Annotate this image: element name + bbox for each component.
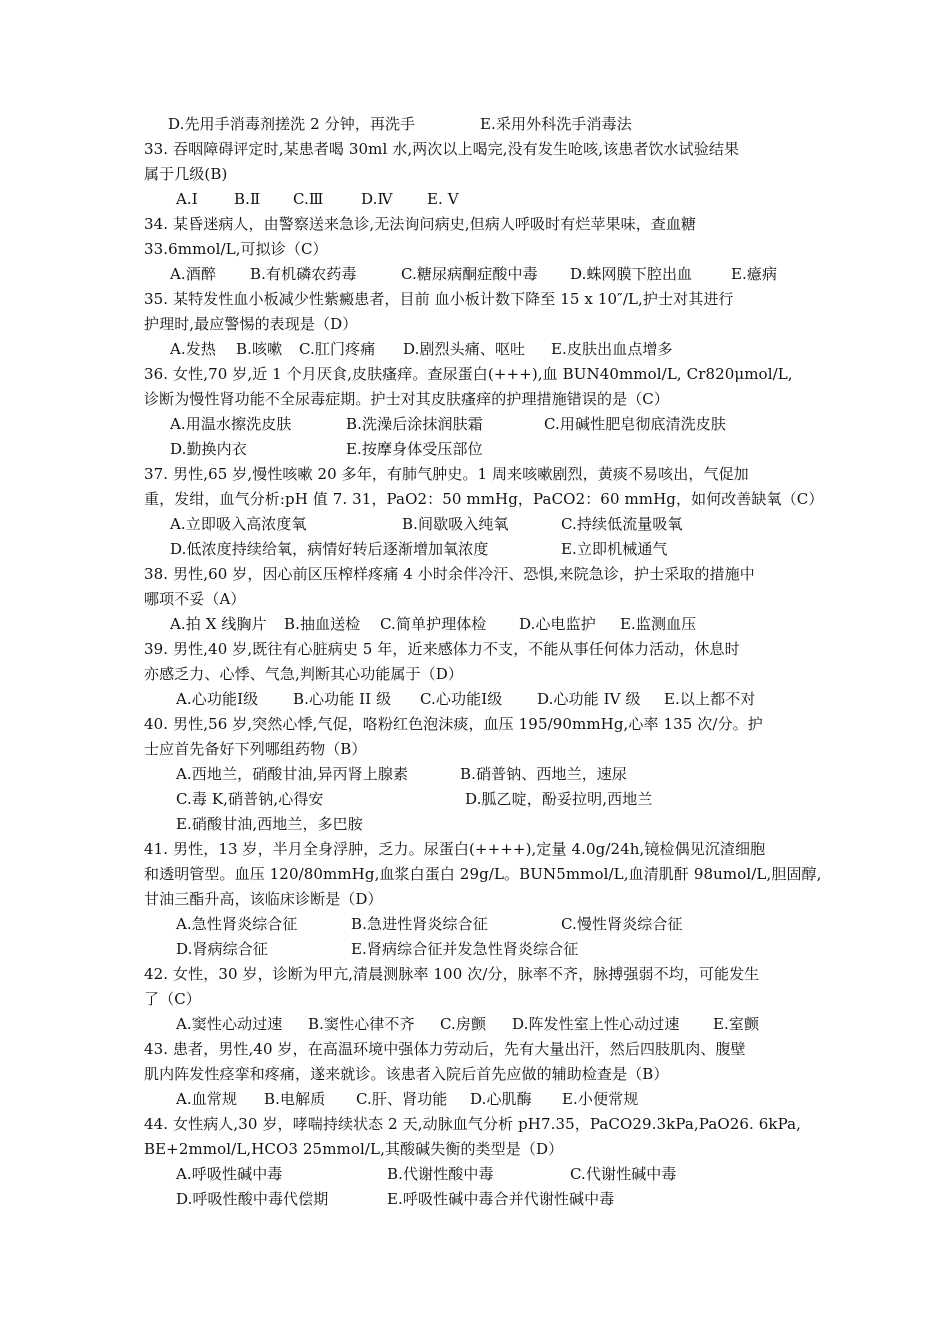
q35-option-d: D.剧烈头痛、呕吐 — [403, 340, 526, 358]
q44-option-a: A.呼吸性碱中毒 — [176, 1165, 283, 1183]
q40-options-line3 — [0, 812, 950, 837]
q34-option-c: C.糖尿病酮症酸中毒 — [401, 265, 538, 283]
q33-option-b: B.Ⅱ — [234, 190, 261, 208]
q37-option-c: C.持续低流量吸氧 — [561, 515, 683, 533]
q36-options-line2 — [0, 437, 950, 462]
q36-options-line1 — [0, 412, 950, 437]
q35-stem-line1: 35. 某特发性血小板减少性紫癜患者，目前 血小板计数下降至 15 x 10″/L,护士对其进行 — [144, 290, 734, 308]
document-page — [0, 112, 950, 1212]
q41-option-e: E.肾病综合征并发急性肾炎综合征 — [351, 940, 579, 958]
q43-option-c: C.肝、肾功能 — [356, 1090, 448, 1108]
q41-stem-line3: 甘油三酯升高，该临床诊断是（D） — [144, 890, 383, 908]
q40-stem-line2: 士应首先备好下列哪组药物（B） — [144, 740, 367, 758]
q39-stem-line1: 39. 男性,40 岁,既往有心脏病史 5 年，近来感体力不支，不能从事任何体力活动，休息时 — [144, 640, 740, 658]
q38-options-line — [0, 612, 950, 637]
q41-stem-line2: 和透明管型。血压 120/80mmHg,血浆白蛋白 29g/L。BUN5mmol/L,血清肌酐 98umol/L,胆固醇, — [144, 865, 822, 883]
q40-option-d: D.胍乙啶，酚妥拉明,西地兰 — [465, 790, 653, 808]
q44-options-line1 — [0, 1162, 950, 1187]
q36-option-b: B.洗澡后涂抹润肤霜 — [346, 415, 483, 433]
q33-stem-line1: 33. 吞咽障碍评定时,某患者喝 30ml 水,两次以上喝完,没有发生呛咳,该患者饮水试验结果 — [144, 140, 740, 158]
q42-option-c: C.房颤 — [440, 1015, 487, 1033]
q39-option-d: D.心功能 IV 级 — [537, 690, 641, 708]
q35-options-line — [0, 337, 950, 362]
q44-stem-line2: BE+2mmol/L,HCO3 25mmol/L,其酸碱失衡的类型是（D） — [144, 1140, 564, 1158]
q43-option-a: A.血常规 — [176, 1090, 238, 1108]
q37-options-line2 — [0, 537, 950, 562]
q40-stem-line1: 40. 男性,56 岁,突然心悸,气促，咯粉红色泡沫痰，血压 195/90mmHg,心率 135 次/分。护 — [144, 715, 763, 733]
q42-stem-line2: 了（C） — [144, 990, 201, 1008]
q39-options-line — [0, 687, 950, 712]
q39-option-e: E.以上都不对 — [664, 690, 756, 708]
q34-option-d: D.蛛网膜下腔出血 — [570, 265, 693, 283]
q43-stem-line1: 43. 患者，男性,40 岁，在高温环境中强体力劳动后，先有大量出汗，然后四肢肌肉、腹壁 — [144, 1040, 746, 1058]
q42-option-a: A.窦性心动过速 — [176, 1015, 283, 1033]
q36-option-a: A.用温水擦洗皮肤 — [170, 415, 292, 433]
q35-option-e: E.皮肤出血点增多 — [551, 340, 673, 358]
q34-options-line — [0, 262, 950, 287]
q40-option-a: A.西地兰，硝酸甘油,异丙肾上腺素 — [176, 765, 409, 783]
q33-option-d: D.Ⅳ — [361, 190, 393, 208]
q34-stem-line1: 34. 某昏迷病人，由警察送来急诊,无法询问病史,但病人呼吸时有烂苹果味，查血糖 — [144, 215, 697, 233]
q36-stem-line1: 36. 女性,70 岁,近 1 个月厌食,皮肤瘙痒。查尿蛋白(+++),血 BUN40mmol/L, Cr820μmol/L, — [144, 365, 793, 383]
q34-option-e: E.癔病 — [731, 265, 778, 283]
q37-option-a: A.立即吸入高浓度氧 — [170, 515, 307, 533]
q38-stem-line2: 哪项不妥（A） — [144, 590, 246, 608]
q38-stem-line1: 38. 男性,60 岁，因心前区压榨样疼痛 4 小时余伴冷汗、恐惧,来院急诊，护士采取的措施中 — [144, 565, 755, 583]
q38-option-a: A.拍 X 线胸片 — [170, 615, 267, 633]
q41-option-b: B.急进性肾炎综合征 — [351, 915, 488, 933]
q33-option-e: E. Ⅴ — [427, 190, 459, 208]
q40-option-b: B.硝普钠、西地兰，速尿 — [460, 765, 627, 783]
q33-option-c: C.Ⅲ — [293, 190, 324, 208]
q43-options-line — [0, 1087, 950, 1112]
q33-option-a: A.Ⅰ — [176, 190, 198, 208]
q41-options-line1 — [0, 912, 950, 937]
q38-option-e: E.监测血压 — [620, 615, 697, 633]
q32-option-d: D.先用手消毒剂搓洗 2 分钟，再洗手 — [168, 115, 416, 133]
q41-option-c: C.慢性肾炎综合征 — [561, 915, 683, 933]
q34-stem-line2: 33.6mmol/L,可拟诊（C） — [144, 240, 328, 258]
q36-option-e: E.按摩身体受压部位 — [346, 440, 483, 458]
q42-options-line — [0, 1012, 950, 1037]
q35-stem-line2: 护理时,最应警惕的表现是（D） — [144, 315, 358, 333]
q36-stem-line2: 诊断为慢性肾功能不全尿毒症期。护士对其皮肤瘙痒的护理措施错误的是（C） — [144, 390, 669, 408]
q41-options-line2 — [0, 937, 950, 962]
q38-option-c: C.简单护理体检 — [380, 615, 487, 633]
q38-option-b: B.抽血送检 — [284, 615, 361, 633]
q36-option-d: D.勤换内衣 — [170, 440, 247, 458]
q37-stem-line2: 重，发绀，血气分析:pH 值 7. 31，PaO2：50 mmHg，PaCO2：60 mmHg，如何改善缺氧（C） — [144, 490, 824, 508]
q39-option-b: B.心功能 II 级 — [293, 690, 392, 708]
q42-option-b: B.窦性心律不齐 — [308, 1015, 415, 1033]
q40-option-c: C.毒 K,硝普钠,心得安 — [176, 790, 324, 808]
q35-option-b: B.咳嗽 — [236, 340, 283, 358]
q44-option-c: C.代谢性碱中毒 — [570, 1165, 677, 1183]
q39-option-a: A.心功能Ⅰ级 — [176, 690, 259, 708]
q42-stem-line1: 42. 女性，30 岁，诊断为甲亢,清晨测脉率 100 次/分，脉率不齐，脉搏强弱不均，可能发生 — [144, 965, 760, 983]
q44-option-e: E.呼吸性碱中毒合并代谢性碱中毒 — [387, 1190, 615, 1208]
q37-option-b: B.间歇吸入纯氧 — [402, 515, 509, 533]
q33-options-line — [0, 187, 950, 212]
q40-option-e: E.硝酸甘油,西地兰，多巴胺 — [176, 815, 363, 833]
q34-option-b: B.有机磷农药毒 — [250, 265, 357, 283]
q42-option-d: D.阵发性室上性心动过速 — [512, 1015, 680, 1033]
q41-option-d: D.肾病综合征 — [176, 940, 268, 958]
q40-options-line2 — [0, 787, 950, 812]
q35-option-a: A.发热 — [170, 340, 217, 358]
q44-option-b: B.代谢性酸中毒 — [387, 1165, 494, 1183]
q44-option-d: D.呼吸性酸中毒代偿期 — [176, 1190, 329, 1208]
q38-option-d: D.心电监护 — [519, 615, 596, 633]
q43-stem-line2: 肌内阵发性痉挛和疼痛，遂来就诊。该患者入院后首先应做的辅助检查是（B） — [144, 1065, 669, 1083]
q44-options-line2 — [0, 1187, 950, 1212]
q34-option-a: A.酒醉 — [170, 265, 217, 283]
q44-stem-line1: 44. 女性病人,30 岁，哮喘持续状态 2 天,动脉血气分析 pH7.35，PaCO29.3kPa,PaO26. 6kPa, — [144, 1115, 802, 1133]
q40-options-line1 — [0, 762, 950, 787]
q32-option-e: E.采用外科洗手消毒法 — [480, 115, 632, 133]
q37-option-e: E.立即机械通气 — [561, 540, 668, 558]
q42-option-e: E.室颤 — [713, 1015, 760, 1033]
q43-option-e: E.小便常规 — [562, 1090, 639, 1108]
q39-option-c: C.心功能Ⅰ级 — [420, 690, 503, 708]
q41-option-a: A.急性肾炎综合征 — [176, 915, 298, 933]
q43-option-b: B.电解质 — [264, 1090, 326, 1108]
q37-option-d: D.低浓度持续给氧，病情好转后逐渐增加氧浓度 — [170, 540, 489, 558]
q32-options-line — [0, 112, 950, 137]
q39-stem-line2: 亦感乏力、心悸、气急,判断其心功能属于（D） — [144, 665, 463, 683]
q41-stem-line1: 41. 男性，13 岁，半月全身浮肿，乏力。尿蛋白(++++),定量 4.0g/24h,镜检偶见沉渣细胞 — [144, 840, 766, 858]
q33-stem-line2: 属于几级(B) — [144, 165, 228, 183]
q37-options-line1 — [0, 512, 950, 537]
q36-option-c: C.用碱性肥皂彻底清洗皮肤 — [544, 415, 727, 433]
q37-stem-line1: 37. 男性,65 岁,慢性咳嗽 20 多年，有肺气肿史。1 周来咳嗽剧烈，黄痰不易咳出，气促加 — [144, 465, 749, 483]
q43-option-d: D.心肌酶 — [470, 1090, 532, 1108]
q35-option-c: C.肛门疼痛 — [299, 340, 376, 358]
